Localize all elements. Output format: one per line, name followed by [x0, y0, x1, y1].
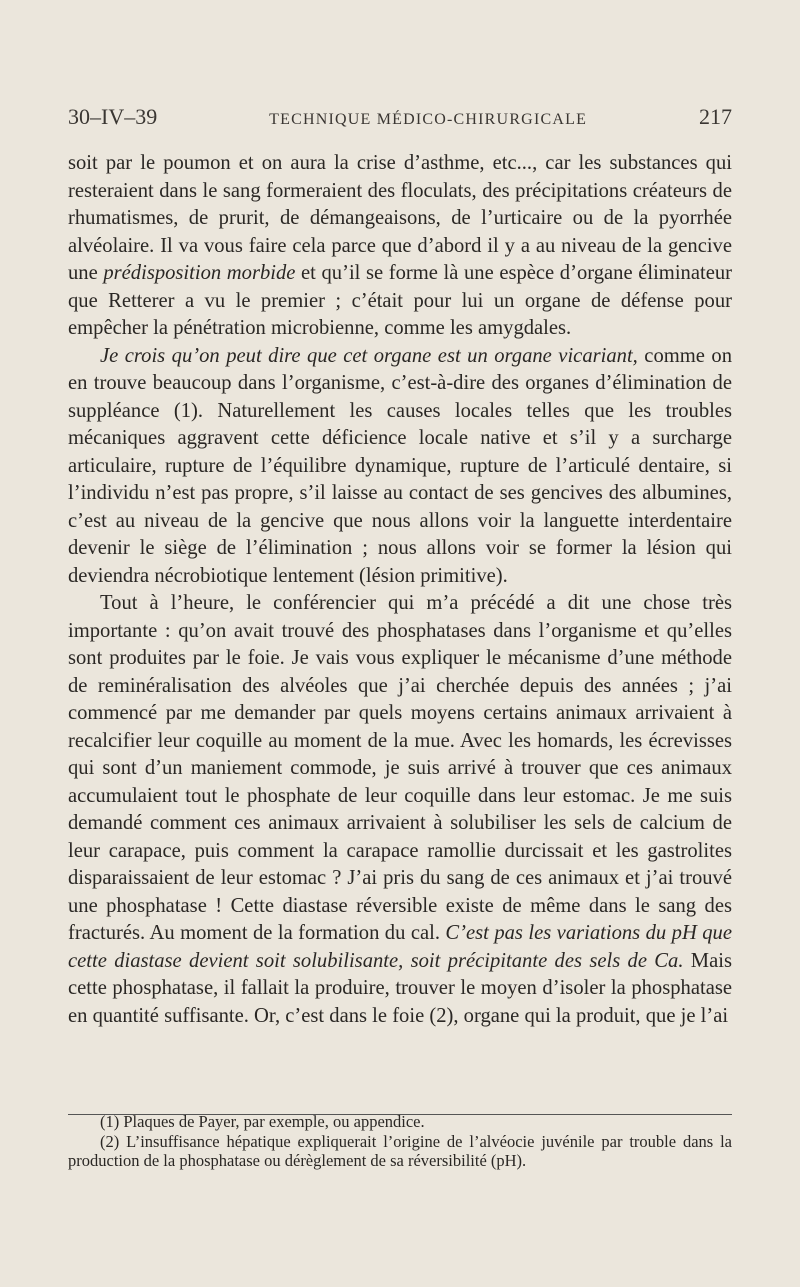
- header-title: TECHNIQUE MÉDICO-CHIRURGICALE: [269, 111, 588, 128]
- page-number: 217: [698, 104, 732, 129]
- running-header: [68, 104, 732, 130]
- paragraph-3: [68, 590, 732, 1030]
- p3-text-b: Mais cette phosphatase, il fallait la produire, trouver le moyen d’isoler la phosphatase en quantité suffisante. Or, c’est dans le foie (2), organe qui la produit, que je l’ai: [68, 949, 732, 1027]
- footnotes: [68, 1112, 732, 1171]
- header-date: 30–IV–39: [68, 104, 158, 129]
- p1-text-b: et qu’il se forme là une espèce d’organe éliminateur que Retterer a vu le premier ; c’était pour lui un organe de défense pour empêcher la pénétration microbienne, comme les amygdales.: [68, 262, 732, 339]
- paragraph-2: [68, 343, 732, 591]
- p3-text-a: Tout à l’heure, le conférencier qui m’a précédé a dit une chose très importante : qu’on avait trouvé des phosphatases dans l’organisme et qu’elles sont produites par le foie. Je vais vous expliquer le mécanisme d’une méthode de reminéralisation des alvéoles que j’ai cherchée depuis des années ; j’ai commencé par me demander par quels moyens certains animaux arrivaient à recalcifier leur coquille au moment de la mue. Avec les homards, les écrevisses qui sont d’un maniement commode, je suis arrivé à trouver que ces animaux accumulaient tout le phosphate de leur coquille dans leur estomac. Je me suis demandé comment ces animaux arrivaient à solubiliser les sels de calcium de leur carapace, puis comment la carapace ramollie durcissait et les gastrolites disparaissaient de leur estomac ? J’ai pris du sang de ces animaux et j’ai trouvé une phosphatase ! Cette diastase réversible existe de même dans le sang des fracturés. Au moment de la formation du cal.: [68, 592, 732, 944]
- footnote-2: (2) L’insuffisance hépatique expliquerait l’origine de l’alvéocie juvénile par trouble dans la production de la phosphatase ou dérèglement de sa réversibilité (pH).: [68, 1131, 732, 1170]
- p3-italic: C’est pas les variations du pH que cette diastase devient soit solubilisante, soit précipitante des sels de Ca.: [68, 922, 732, 972]
- p2-italic: Je crois qu’on peut dire que cet organe est un organe vicariant,: [100, 344, 638, 367]
- p1-text-a: soit par le poumon et on aura la crise d’asthme, etc..., car les substances qui resteraient dans le sang formeraient des floculats, des précipitations créateurs de rhumatismes, de prurit, de démangeaisons, de l’urticaire ou de la pyorrhée alvéolaire. Il va vous faire cela parce que d’abord il y a au niveau de la gencive une: [68, 152, 732, 284]
- footnote-1: (1) Plaques de Payer, par exemple, ou appendice.: [100, 1112, 425, 1131]
- paragraph-1: [68, 150, 732, 343]
- p1-italic: prédisposition morbide: [103, 262, 296, 284]
- body-text: [68, 150, 732, 1030]
- p2-text: comme on en trouve beaucoup dans l’organisme, c’est-à-dire des organes d’élimination de suppléance (1). Naturellement les causes locales telles que les troubles mécaniques aggravent cette déficience locale native et s’il y a surcharge articulaire, rupture de l’équilibre dynamique, rupture de l’articulé dentaire, si l’individu n’est pas propre, s’il laisse au contact de ses gencives des albumines, c’est au niveau de la gencive que nous allons voir la languette interdentaire devenir le siège de l’élimination ; nous allons voir se former la lésion qui deviendra nécrobiotique lentement (lésion primitive).: [68, 344, 732, 587]
